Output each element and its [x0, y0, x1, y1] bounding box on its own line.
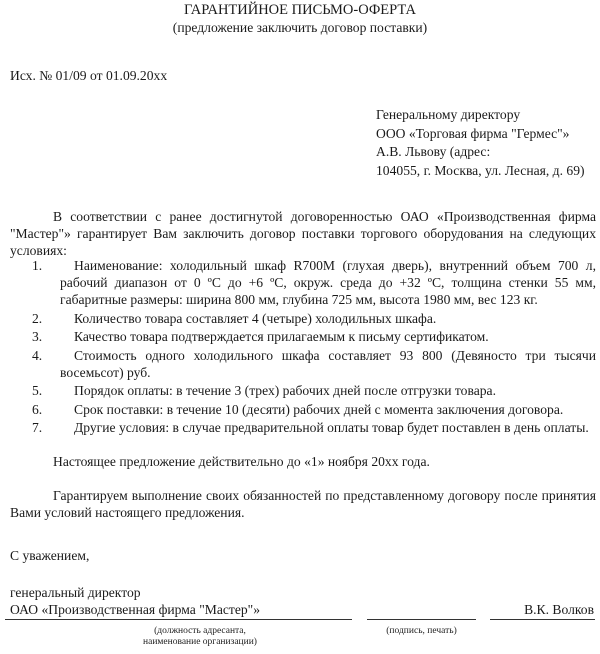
outgoing-reference: Исх. № 01/09 от 01.09.20xx	[10, 68, 168, 83]
signer-organization: ОАО «Производственная фирма "Мастер"»	[10, 602, 261, 617]
condition-item	[10, 328, 596, 345]
addressee-line: Генеральному директору	[376, 107, 521, 122]
position-caption-line: наименование организации)	[143, 637, 257, 647]
intro-paragraph: В соответствии с ранее достигнутой договоренностью ОАО «Производственная фирма "Мастер"» гарантирует Вам заключить договор поставки торгового оборудования на следующих условиях:	[10, 209, 596, 258]
condition-text: Количество товара составляет 4 (четыре) холодильных шкафа.	[74, 310, 437, 326]
condition-text: Порядок оплаты: в течение 3 (трех) рабочих дней после отгрузки товара.	[74, 383, 496, 398]
addressee-line: А.В. Львову (адрес:	[376, 144, 491, 159]
document-title: ГАРАНТИЙНОЕ ПИСЬМО-ОФЕРТА	[183, 2, 416, 18]
position-signature-line	[5, 619, 352, 620]
name-signature-line	[490, 619, 595, 620]
condition-item	[10, 257, 596, 308]
guarantee-paragraph: Гарантируем выполнение своих обязанностей по представленному договору после принятия Вами условий настоящего предложения.	[10, 488, 596, 520]
condition-text: Другие условия: в случае предварительной оплаты товар будет поставлен в день оплаты.	[74, 420, 589, 435]
signature-line	[367, 619, 476, 620]
condition-item	[10, 401, 596, 418]
condition-item	[10, 310, 596, 327]
position-caption-line: (должность адресанта,	[154, 626, 246, 636]
conditions-list	[10, 257, 596, 438]
condition-number: 6.	[32, 401, 43, 417]
addressee-line: 104055, г. Москва, ул. Лесная, д. 69)	[376, 162, 585, 178]
condition-item	[10, 347, 596, 381]
addressee-line: ООО «Торговая фирма "Гермес"»	[376, 125, 570, 141]
condition-text: Срок поставки: в течение 10 (десяти) рабочих дней с момента заключения договора.	[74, 401, 564, 417]
document-subtitle: (предложение заключить договор поставки)	[172, 20, 428, 35]
condition-text: Наименование: холодильный шкаф R700M (глухая дверь), внутренний объем 700 л, рабочий диапазон от 0 ºС до +6 ºС, окруж. среда до +32 ºС, толщина стенки 55 мм, габаритные размеры: ширина 800 мм, глубина 725 мм, высота 1980 мм, вес 123 кг.	[60, 258, 596, 307]
condition-item	[10, 419, 596, 436]
addressee-block	[376, 106, 585, 180]
condition-number: 3.	[32, 329, 43, 344]
condition-number: 5.	[32, 383, 43, 398]
condition-text: Качество товара подтверждается прилагаемым к письму сертификатом.	[74, 329, 489, 344]
condition-number: 4.	[32, 347, 43, 363]
condition-item	[10, 382, 596, 399]
signature-caption: (подпись, печать)	[386, 626, 457, 636]
position-caption	[100, 626, 300, 648]
validity-statement: Настоящее предложение действительно до «1» ноября 20xx года.	[53, 454, 430, 469]
closing-regards: С уважением,	[10, 548, 90, 563]
condition-number: 2.	[32, 310, 43, 326]
condition-number: 1.	[32, 258, 43, 273]
signer-position: генеральный директор	[10, 585, 141, 600]
signer-name: В.К. Волков	[524, 602, 594, 617]
condition-text: Стоимость одного холодильного шкафа составляет 93 800 (Девяносто три тысячи восемьсот) руб.	[60, 347, 596, 380]
condition-number: 7.	[32, 420, 43, 435]
